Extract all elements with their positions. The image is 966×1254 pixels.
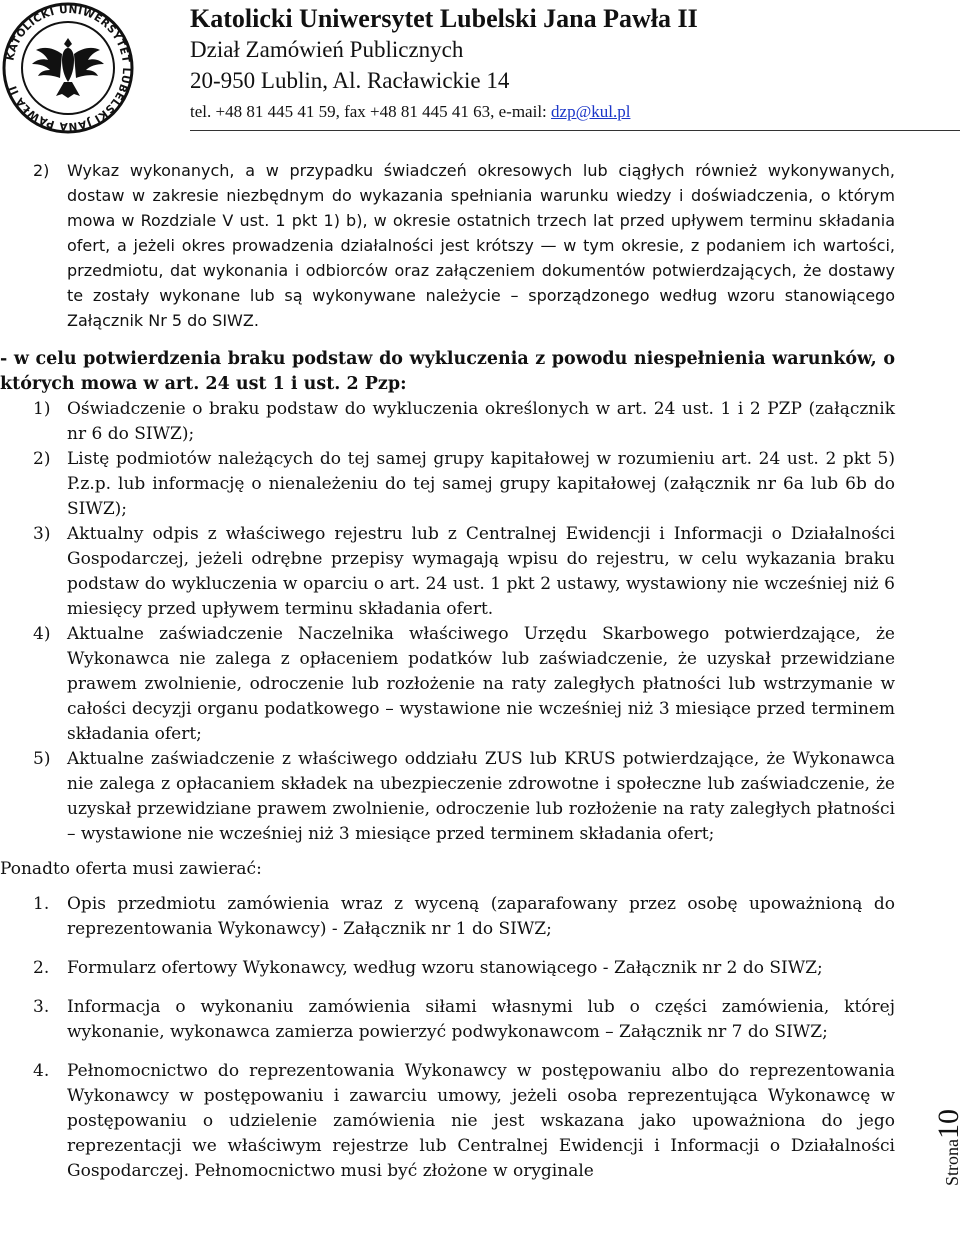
list-item xyxy=(0,995,895,1045)
requirement-2 xyxy=(0,158,895,333)
list-item xyxy=(0,956,895,981)
header-divider xyxy=(190,130,960,131)
item-number: 3) xyxy=(33,524,51,544)
list-item xyxy=(0,892,895,942)
page-number xyxy=(928,1060,965,1190)
item-text: Aktualne zaświadczenie z właściwego oddziału ZUS lub KRUS potwierdzające, że Wykonawca nie zalega z opłacaniem składek na ubezpieczenie zdrowotne i społeczne lub zaświadczenie, że uzyskał przewidziane prawem zwolnienie, odroczenie lub rozłożenie na raty zaległych płatności – wystawione nie wcześniej niż 3 miesiące przed terminem składania ofert; xyxy=(67,749,895,844)
item-text: Aktualne zaświadczenie Naczelnika właściwego Urzędu Skarbowego potwierdzające, że Wykonawca nie zalega z opłaceniem podatków lub zaświadczenie, że uzyskał przewidziane prawem zwolnienie, odroczenie lub rozłożenie na raty zaległych płatności lub wstrzymanie w całości decyzji organu podatkowego – wystawione nie wcześniej niż 3 miesiące przed terminem składania ofert; xyxy=(67,624,895,744)
address: 20-950 Lublin, Al. Racławickie 14 xyxy=(190,68,510,93)
university-seal-icon xyxy=(2,2,134,134)
list-item xyxy=(0,622,895,747)
item-text: Oświadczenie o braku podstaw do wykluczenia określonych w art. 24 ust. 1 i 2 PZP (załącznik nr 6 do SIWZ); xyxy=(67,399,895,444)
item-number: 4) xyxy=(33,624,51,644)
item-number: 1. xyxy=(33,894,50,914)
exclusion-heading: - w celu potwierdzenia braku podstaw do wykluczenia z powodu niespełnienia warunków, o których mowa w art. 24 ust 1 i ust. 2 Pzp: xyxy=(0,349,895,394)
item-number: 1) xyxy=(33,399,51,419)
item-text: Pełnomocnictwo do reprezentowania Wykonawcy w postępowaniu albo do reprezentowania Wykonawcy w postępowaniu i zawarciu umowy, jeżeli osoba reprezentująca Wykonawcę w postępowaniu o udzielenie zamówienia nie jest wskazana jako upoważniona do jego reprezentacji we właściwym rejestrze lub Centralnej Ewidencji i Informacji o Działalności Gospodarczej. Pełnomocnictwo musi być złożone w oryginale xyxy=(67,1061,895,1181)
item-number: 2) xyxy=(33,449,51,469)
list-item xyxy=(0,397,895,447)
offer-list xyxy=(0,892,895,1184)
item-number: 2) xyxy=(33,161,50,180)
item-number: 3. xyxy=(33,997,50,1017)
item-number: 4. xyxy=(33,1061,50,1081)
item-text: Listę podmiotów należących do tej samej grupy kapitałowej w rozumieniu art. 24 ust. 2 pkt 5) P.z.p. lub informację o nienależeniu do tej samej grupy kapitałowej (załącznik nr 6a lub 6b do SIWZ); xyxy=(67,449,895,519)
email-link[interactable]: dzp@kul.pl xyxy=(551,102,631,121)
item-number: 5) xyxy=(33,749,51,769)
item-number: 2. xyxy=(33,958,50,978)
item-text: Opis przedmiotu zamówienia wraz z wyceną (zaparafowany przez osobę upoważnioną do reprezentowania Wykonawcy) - Załącznik nr 1 do SIWZ; xyxy=(67,894,895,939)
exclusion-list xyxy=(0,397,895,847)
department-name: Dział Zamówień Publicznych xyxy=(190,37,464,62)
list-item xyxy=(0,747,895,847)
page-label: Strona xyxy=(942,1139,962,1186)
letterhead xyxy=(0,0,960,140)
item-text: Formularz ofertowy Wykonawcy, według wzoru stanowiącego - Załącznik nr 2 do SIWZ; xyxy=(67,958,823,978)
list-item xyxy=(0,1059,895,1184)
item-text: Wykaz wykonanych, a w przypadku świadczeń okresowych lub ciągłych również wykonywanych, dostaw w zakresie niezbędnym do wykazania spełniania warunku wiedzy i doświadczenia, o którym mowa w Rozdziale V ust. 1 pkt 1) b), w okresie ostatnich trzech lat przed upływem terminu składania ofert, a jeżeli okres prowadzenia działalności jest krótszy — w tym okresie, z podaniem ich wartości, przedmiotu, dat wykonania i odbiorców oraz załączeniem dokumentów potwierdzających, że dostawy te zostały wykonane lub są wykonywane należycie – sporządzonego według wzoru stanowiącego Załącznik Nr 5 do SIWZ. xyxy=(67,161,895,330)
contact-phones: tel. +48 81 445 41 59, fax +48 81 445 41 63, e-mail: xyxy=(190,102,552,121)
contact-line xyxy=(190,98,698,126)
item-text: Aktualny odpis z właściwego rejestru lub z Centralnej Ewidencji i Informacji o Działalności Gospodarczej, jeżeli odrębne przepisy wymagają wpisu do rejestru, w celu wykazania braku podstaw do wykluczenia w oparciu o art. 24 ust. 1 pkt 2 ustawy, wystawiony nie wcześniej niż 6 miesięcy przed upływem terminu składania ofert. xyxy=(67,524,895,619)
page-number-value: 10 xyxy=(932,1109,965,1139)
item-text: Informacja o wykonaniu zamówienia siłami własnymi lub o części zamówienia, której wykonanie, wykonawca zamierza powierzyć podwykonawcom – Załącznik nr 7 do SIWZ; xyxy=(67,997,895,1042)
university-name: Katolicki Uniwersytet Lubelski Jana Pawła II xyxy=(190,4,698,33)
seal-text: KATOLICKI UNIWERSYTET LUBELSKI JANA PAWŁA II xyxy=(4,3,133,133)
list-item xyxy=(0,447,895,522)
offer-intro: Ponadto oferta musi zawierać: xyxy=(0,859,262,879)
list-item xyxy=(0,522,895,622)
document-body xyxy=(0,158,895,1198)
